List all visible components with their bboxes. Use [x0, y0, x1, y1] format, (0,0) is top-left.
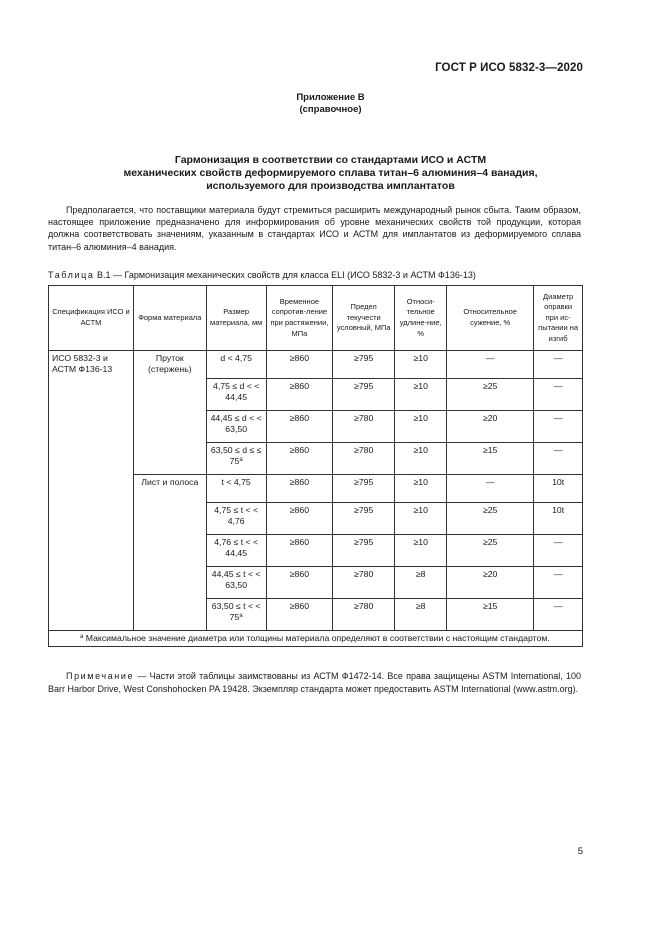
size-value: 63,50 ≤ t < < 75: [211, 601, 261, 622]
header-bend: Диаметр оправки при ис-пытании на изгиб: [534, 286, 583, 351]
note-label: Примечание: [66, 671, 135, 681]
ys-cell: ≥795: [333, 351, 395, 379]
table-footnote: [49, 631, 583, 647]
ra-cell: —: [447, 475, 534, 503]
bend-cell: —: [534, 599, 583, 631]
section-title-line-2: механических свойств деформируемого сплава титан–6 алюминия–4 ванадия,: [123, 167, 538, 179]
uts-cell: ≥860: [266, 351, 332, 379]
uts-cell: ≥860: [266, 411, 332, 443]
bend-cell: —: [534, 443, 583, 475]
header-elongation: Относи-тельное удлине-ние, %: [395, 286, 447, 351]
table-caption-label: Таблица: [48, 270, 95, 280]
footnote-ref: a: [239, 457, 243, 463]
size-cell: t < 4,75: [206, 475, 266, 503]
table-caption-text: В.1 — Гармонизация механических свойств для класса ELI (ИСО 5832-3 и АСТМ Ф136-13): [97, 270, 476, 280]
size-cell: 44,45 ≤ t < < 63,50: [206, 567, 266, 599]
form-bar-cell: Пруток (стержень): [134, 351, 207, 475]
page-number: 5: [577, 846, 583, 857]
ra-cell: ≥20: [447, 567, 534, 599]
uts-cell: ≥860: [266, 503, 332, 535]
table-header-row: [49, 286, 583, 351]
el-cell: ≥8: [395, 567, 447, 599]
size-cell: 4,75 ≤ d < < 44,45: [206, 379, 266, 411]
annex-type: (справочное): [299, 104, 362, 115]
ys-cell: ≥795: [333, 503, 395, 535]
header-spec: Спецификация ИСО и АСТМ: [49, 286, 134, 351]
el-cell: ≥10: [395, 351, 447, 379]
section-title-line-1: Гармонизация в соответствии со стандартами ИСО и АСТМ: [174, 154, 487, 166]
uts-cell: ≥860: [266, 567, 332, 599]
note-text: — Части этой таблицы заимствованы из АСТМ Ф1472-14. Все права защищены ASTM International, 100 Barr Harbor Drive, West Conshohocken PA 19428. Экземпляр стандарта может предоставить ASTM International (www.astm.org).: [48, 671, 581, 694]
ys-cell: ≥795: [333, 475, 395, 503]
uts-cell: ≥860: [266, 475, 332, 503]
header-yield: Предел текучести условный, МПа: [333, 286, 395, 351]
el-cell: ≥10: [395, 475, 447, 503]
spec-cell: ИСО 5832-3 и АСТМ Ф136-13: [49, 351, 134, 631]
ra-cell: ≥25: [447, 535, 534, 567]
bend-cell: —: [534, 379, 583, 411]
size-value: 63,50 ≤ d ≤ ≤ 75: [210, 445, 262, 466]
bend-cell: 10t: [534, 475, 583, 503]
size-cell: 44,45 ≤ d < < 63,50: [206, 411, 266, 443]
table-row: [49, 351, 583, 379]
footnote-ref: a: [239, 613, 243, 619]
form-sheet-cell: Лист и полоса: [134, 475, 207, 631]
uts-cell: ≥860: [266, 599, 332, 631]
ys-cell: ≥795: [333, 535, 395, 567]
ys-cell: ≥780: [333, 567, 395, 599]
size-cell: 4,76 ≤ t < < 44,45: [206, 535, 266, 567]
bend-cell: —: [534, 567, 583, 599]
ys-cell: ≥795: [333, 379, 395, 411]
ra-cell: ≥15: [447, 599, 534, 631]
bend-cell: —: [534, 411, 583, 443]
size-cell: [206, 443, 266, 475]
header-uts: Временное сопротив-ление при растяжении, МПа: [266, 286, 332, 351]
el-cell: ≥10: [395, 411, 447, 443]
ra-cell: ≥20: [447, 411, 534, 443]
header-reduction: Относительное сужение, %: [447, 286, 534, 351]
bend-cell: 10t: [534, 503, 583, 535]
table-note: [48, 670, 581, 696]
properties-table: [48, 285, 583, 647]
el-cell: ≥8: [395, 599, 447, 631]
table-footnote-row: [49, 631, 583, 647]
ys-cell: ≥780: [333, 443, 395, 475]
table-caption: [48, 270, 476, 280]
size-cell: 4,75 ≤ t < < 4,76: [206, 503, 266, 535]
uts-cell: ≥860: [266, 379, 332, 411]
el-cell: ≥10: [395, 379, 447, 411]
footnote-marker: a: [80, 634, 84, 640]
section-title-line-3: используемого для производства имплантатов: [206, 180, 455, 192]
section-title: [60, 154, 601, 193]
size-cell: d < 4,75: [206, 351, 266, 379]
footnote-text: Максимальное значение диаметра или толщины материала определяют в соответствии с настоящим стандартом.: [85, 633, 550, 643]
header-form: Форма материала: [134, 286, 207, 351]
el-cell: ≥10: [395, 535, 447, 567]
annex-title: Приложение В: [296, 92, 365, 103]
uts-cell: ≥860: [266, 443, 332, 475]
ys-cell: ≥780: [333, 411, 395, 443]
standard-code: ГОСТ Р ИСО 5832-3—2020: [435, 62, 583, 74]
size-cell: [206, 599, 266, 631]
ra-cell: ≥25: [447, 503, 534, 535]
header-size: Размер материала, мм: [206, 286, 266, 351]
ra-cell: ≥15: [447, 443, 534, 475]
bend-cell: —: [534, 351, 583, 379]
el-cell: ≥10: [395, 443, 447, 475]
uts-cell: ≥860: [266, 535, 332, 567]
bend-cell: —: [534, 535, 583, 567]
el-cell: ≥10: [395, 503, 447, 535]
ra-cell: ≥25: [447, 379, 534, 411]
ra-cell: —: [447, 351, 534, 379]
intro-paragraph: Предполагается, что поставщики материала будут стремиться расширить международный рынок сбыта. Таким образом, настоящее приложение предназначено для информирования об уровне механических свойств той продукции, которая должна соответствовать значениям, указанным в стандартах ИСО и АСТМ для имплантатов из деформируемого сплава титан–6 алюминия–4 ванадия.: [48, 205, 581, 252]
ys-cell: ≥780: [333, 599, 395, 631]
